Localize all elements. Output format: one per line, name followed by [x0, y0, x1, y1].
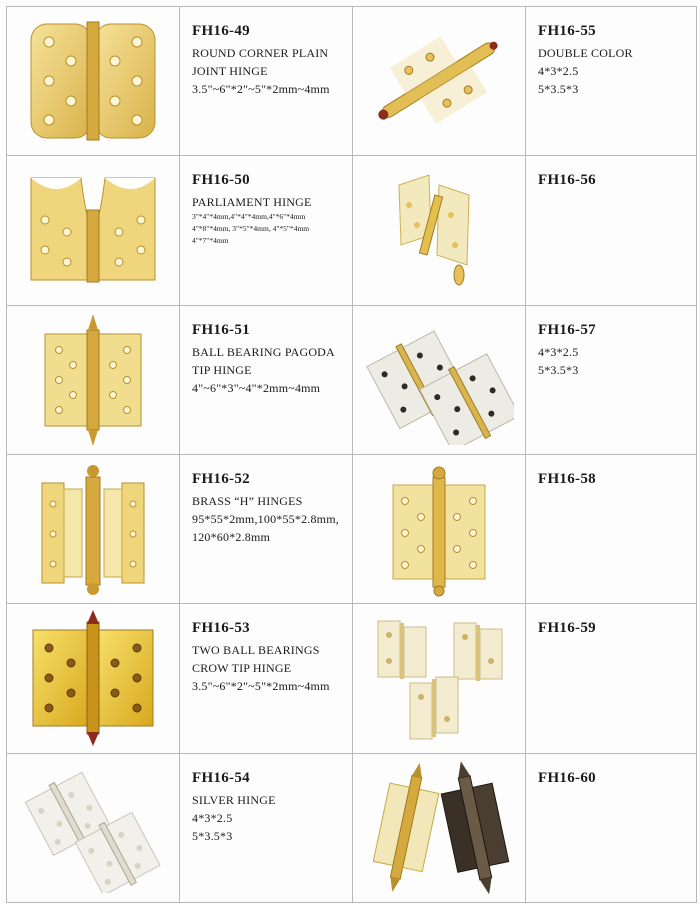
product-desc-line: CROW TIP HINGE: [192, 661, 292, 676]
product-code: FH16-58: [538, 470, 596, 487]
product-info-fh16-57: [526, 306, 697, 455]
product-desc-line: BRASS “H” HINGES: [192, 493, 303, 508]
ball-tip-hinge-icon: [379, 459, 499, 599]
silver-hinges-pair-icon: [364, 315, 514, 445]
product-info-fh16-50: [180, 156, 353, 305]
product-code: FH16-55: [538, 23, 596, 39]
product-image-fh16-50: [7, 156, 180, 305]
product-code: FH16-49: [192, 23, 250, 39]
product-image-fh16-57: [353, 306, 526, 455]
product-size-line: 3"*4"*4mm,4"*4"*4mm,4"*6"*4mm: [192, 212, 306, 222]
product-info-fh16-52: [180, 455, 353, 604]
product-desc-line: 4*3*2.5: [538, 344, 579, 359]
product-info-fh16-55: [526, 7, 697, 156]
product-desc-line: ROUND CORNER PLAIN: [192, 46, 329, 60]
product-desc-line: 4*3*2.5: [538, 64, 579, 78]
product-image-fh16-55: [353, 7, 526, 156]
product-code: FH16-51: [192, 321, 250, 338]
product-desc-line: 120*60*2.8mm: [192, 529, 271, 544]
product-code: FH16-53: [192, 620, 250, 637]
product-code: FH16-52: [192, 470, 250, 487]
h-hinge-icon: [28, 459, 158, 599]
product-image-fh16-53: [7, 604, 180, 753]
round-corner-hinge-icon: [23, 16, 163, 146]
product-image-fh16-59: [353, 604, 526, 753]
product-info-fh16-59: [526, 604, 697, 753]
finial-hinges-icon: [359, 758, 519, 898]
product-desc-line: 4"~6"*3"~4"*2mm~4mm: [192, 380, 321, 395]
lift-off-hinge-icon: [369, 165, 509, 295]
product-desc-line: 3.5"~6"*2"~5"*2mm~4mm: [192, 679, 330, 694]
product-image-fh16-51: [7, 306, 180, 455]
product-code: FH16-60: [538, 769, 596, 786]
product-image-fh16-56: [353, 156, 526, 305]
product-desc-line: BALL BEARING PAGODA: [192, 344, 335, 359]
product-desc-line: 5*3.5*3: [538, 82, 579, 96]
product-image-fh16-49: [7, 7, 180, 156]
product-code: FH16-59: [538, 620, 596, 637]
parliament-hinge-icon: [23, 170, 163, 290]
product-image-fh16-60: [353, 754, 526, 903]
product-info-fh16-60: [526, 754, 697, 903]
silver-hinge-icon: [23, 763, 163, 893]
product-info-fh16-56: [526, 156, 697, 305]
product-desc-line: TIP HINGE: [192, 362, 252, 377]
product-desc-line: 4*3*2.5: [192, 810, 233, 825]
flag-hinges-icon: [364, 613, 514, 743]
product-size-line: 4"*8"*4mm, 3"*5"*4mm, 4"*5"*4mm: [192, 224, 310, 234]
product-desc-line: DOUBLE COLOR: [538, 46, 633, 60]
product-code: FH16-57: [538, 321, 596, 338]
product-info-fh16-58: [526, 455, 697, 604]
double-color-hinge-icon: [364, 16, 514, 146]
product-code: FH16-54: [192, 769, 250, 786]
product-desc-line: SILVER HINGE: [192, 792, 276, 807]
product-code: FH16-56: [538, 172, 596, 189]
product-info-fh16-49: [180, 7, 353, 156]
product-desc-line: PARLIAMENT HINGE: [192, 195, 312, 210]
product-image-fh16-54: [7, 754, 180, 903]
product-desc-line: TWO BALL BEARINGS: [192, 643, 320, 658]
product-info-fh16-51: [180, 306, 353, 455]
product-code: FH16-50: [192, 172, 250, 189]
pagoda-tip-hinge-icon: [33, 310, 153, 450]
product-image-fh16-52: [7, 455, 180, 604]
product-size-line: 4"*7"*4mm: [192, 236, 229, 246]
product-desc-line: 95*55*2mm,100*55*2.8mm,: [192, 511, 339, 526]
product-info-fh16-54: [180, 754, 353, 903]
product-info-fh16-53: [180, 604, 353, 753]
product-grid: [6, 6, 697, 903]
product-desc-line: 5*3.5*3: [538, 362, 579, 377]
product-desc-line: 5*3.5*3: [192, 828, 233, 843]
crow-tip-hinge-icon: [23, 608, 163, 748]
product-image-fh16-58: [353, 455, 526, 604]
product-desc-line: 3.5"~6"*2"~5"*2mm~4mm: [192, 82, 330, 96]
product-desc-line: JOINT HINGE: [192, 64, 268, 78]
